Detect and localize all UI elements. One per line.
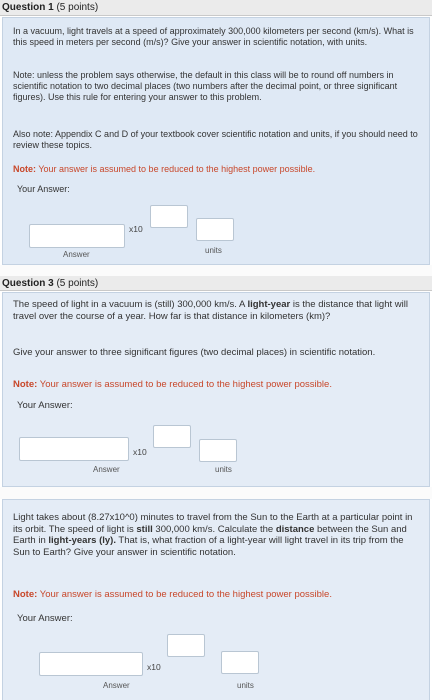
question-1-text: In a vacuum, light travels at a speed of approximately 300,000 kilometers per second (km/s). What is this speed in meters per second (m/s)? Give your answer in scientific notation, with units. — [13, 26, 414, 47]
question-3-title: Question 3 — [2, 278, 54, 289]
section-gap — [0, 265, 432, 276]
question-1-header — [0, 0, 432, 16]
question-3-units-label: units — [215, 465, 232, 474]
question-1-appendix-note: Also note: Appendix C and D of your textbook cover scientific notation and units, if you should need to review these topics. — [13, 129, 418, 150]
question-1-your-answer-label: Your Answer: — [17, 184, 70, 194]
question-3-text-a: The speed of light in a vacuum is (still) 300,000 km/s. A — [13, 299, 248, 310]
note-text: Your answer is assumed to be reduced to the highest power possible. — [37, 379, 332, 390]
note-text: Your answer is assumed to be reduced to the highest power possible. — [36, 164, 316, 174]
note-label: Note: — [13, 589, 38, 600]
question-1-answer-input[interactable] — [29, 224, 125, 248]
question-4-x10: x10 — [147, 662, 161, 672]
question-1-answer-label: Answer — [63, 250, 90, 259]
question-3-your-answer-label: Your Answer: — [17, 400, 73, 411]
question-3-x10: x10 — [133, 447, 147, 457]
question-3-points: (5 points) — [56, 278, 99, 289]
question-3-answer-label: Answer — [93, 465, 120, 474]
question-3-text — [13, 299, 418, 322]
question-1-points: (5 points) — [56, 2, 99, 13]
question-3-text-b: is the distance that light will travel over the course of a year. How far is that distance in kilometers (km)? — [13, 299, 408, 322]
question-4-exponent-input[interactable] — [167, 634, 205, 657]
question-3-exponent-input[interactable] — [153, 425, 191, 448]
question-4-answer-label: Answer — [103, 681, 130, 690]
note-label: Note: — [13, 379, 38, 390]
question-3-instructions: Give your answer to three significant figures (two decimal places) in scientific notation. — [13, 347, 376, 358]
section-gap — [0, 487, 432, 499]
question-4-text-4: That is, what fraction of a light-year will light travel in its trip from the Sun to Earth? Give your answer in scientific notation. — [13, 535, 404, 558]
question-1-title: Question 1 — [2, 2, 54, 13]
note-label: Note: — [13, 164, 36, 174]
question-1-rounding-note: Note: unless the problem says otherwise, the default in this class will be to round off numbers in scientific notation to two decimal places (two numbers after the decimal point, or three significant figures). Use this rule for entering your answer to this problem. — [13, 70, 398, 102]
question-3-header — [0, 276, 432, 291]
note-text: Your answer is assumed to be reduced to the highest power possible. — [37, 589, 332, 600]
question-4-text — [13, 512, 421, 558]
question-4-text-3: between the Sun and Earth in — [13, 523, 407, 546]
question-4-answer-input[interactable] — [39, 652, 143, 676]
question-4-units-label: units — [237, 681, 254, 690]
question-1-units-label: units — [205, 246, 222, 255]
question-1-power-note — [13, 164, 418, 175]
question-4-text-bold-2: distance — [275, 523, 315, 535]
question-4-card — [2, 499, 430, 700]
question-4-your-answer-label: Your Answer: — [17, 613, 73, 624]
question-3-units-input[interactable] — [199, 439, 237, 462]
question-4-text-bold-1: still — [136, 523, 153, 535]
question-3-answer-input[interactable] — [19, 437, 129, 461]
question-4-text-1: Light takes about (8.27x10^0) minutes to travel from the Sun to the Earth at a particular point in its orbit. The speed of light is — [13, 512, 413, 535]
question-3-power-note — [13, 379, 418, 391]
question-3-card — [2, 292, 430, 487]
question-1-x10: x10 — [129, 224, 143, 234]
question-4-units-input[interactable] — [221, 651, 259, 674]
question-3-text-bold: light-year — [247, 299, 291, 310]
question-1-exponent-input[interactable] — [150, 205, 188, 228]
question-1-card — [2, 17, 430, 265]
question-4-power-note — [13, 589, 421, 601]
question-4-text-bold-3: light-years (ly). — [48, 535, 116, 546]
question-1-units-input[interactable] — [196, 218, 234, 241]
question-4-text-2: 300,000 km/s. Calculate the — [152, 523, 276, 535]
